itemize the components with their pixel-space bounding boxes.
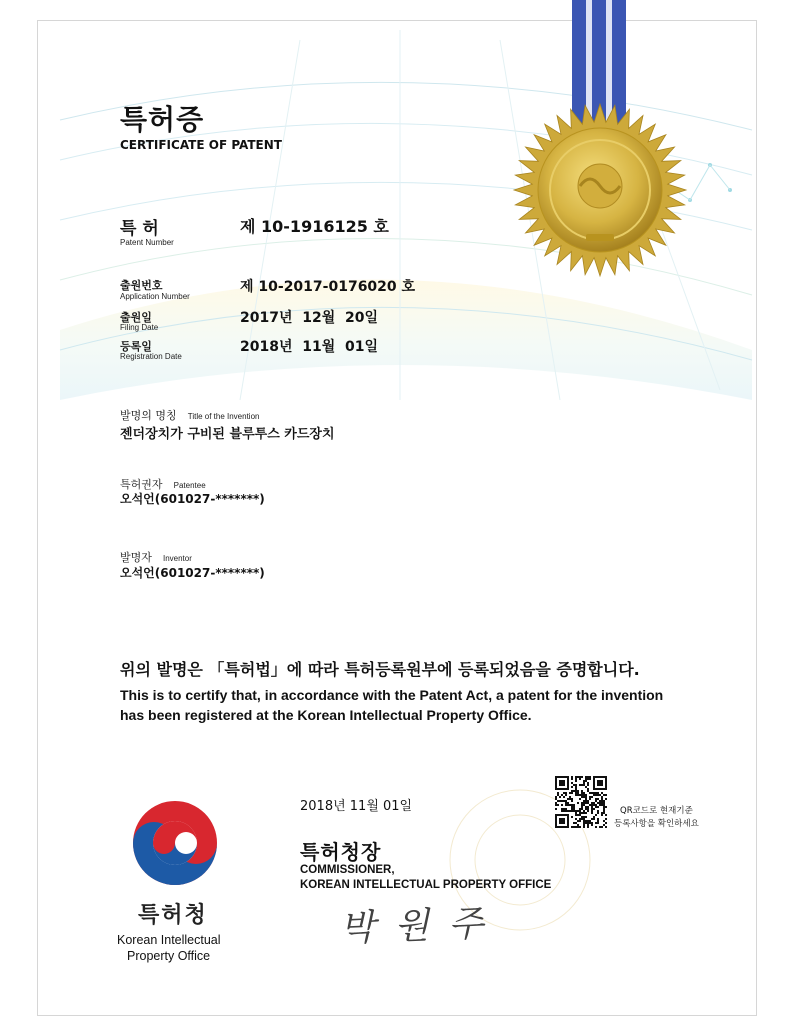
qr-code-icon[interactable] <box>555 776 607 828</box>
invention-title-label <box>120 404 259 423</box>
inventor-label-en: Inventor <box>162 554 192 563</box>
registration-date-value: 2018년 11월 01일 <box>240 339 378 355</box>
patent-number-label-en: Patent Number <box>120 238 174 247</box>
inventor-label <box>120 546 192 565</box>
inventor-label-ko: 발명자 <box>120 551 152 564</box>
application-number-label: 출원번호 <box>120 279 163 292</box>
certification-statement-en-1: This is to certify that, in accordance with the Patent Act, a patent for the invention <box>120 687 664 703</box>
office-name-en-1: Korean Intellectual <box>117 933 221 947</box>
patent-number-value: 제 10-1916125 호 <box>240 217 389 236</box>
registration-date-label: 등록일 <box>120 340 152 353</box>
certificate-title-en: CERTIFICATE OF PATENT <box>120 138 282 152</box>
qr-note-line1: QR코드로 현재기준 <box>620 806 693 816</box>
commissioner-title-ko: 특허청장 <box>300 840 382 864</box>
gold-seal-icon <box>510 100 690 280</box>
invention-title-value: 젠더장치가 구비된 블루투스 카드장치 <box>120 427 335 442</box>
taegeuk-emblem-icon <box>130 798 220 888</box>
invention-title-label-en: Title of the Invention <box>187 412 260 421</box>
qr-note-line2: 등록사항을 확인하세요 <box>614 819 699 829</box>
patent-number-label: 특 허 <box>120 219 159 239</box>
commissioner-signature: 박 원 주 <box>339 903 488 950</box>
commissioner-title-en-1: COMMISSIONER, <box>300 864 395 876</box>
application-number-label-en: Application Number <box>120 292 190 301</box>
certification-statement-ko: 위의 발명은 「특허법」에 따라 특허등록원부에 등록되었음을 증명합니다. <box>120 660 640 679</box>
patentee-label-ko: 특허권자 <box>120 478 163 491</box>
office-name-en-2: Property Office <box>127 949 211 963</box>
certification-statement-en-2: has been registered at the Korean Intellectual Property Office. <box>120 707 532 723</box>
patentee-value: 오석언(601027-*******) <box>120 492 265 506</box>
office-name-ko: 특허청 <box>138 903 208 928</box>
registration-date-label-en: Registration Date <box>120 352 182 361</box>
patentee-label-en: Patentee <box>173 481 206 490</box>
issue-date: 2018년 11월 01일 <box>300 799 413 814</box>
invention-title-label-ko: 발명의 명칭 <box>120 409 177 422</box>
filing-date-value: 2017년 12월 20일 <box>240 310 378 326</box>
application-number-value: 제 10-2017-0176020 호 <box>240 279 416 295</box>
inventor-value: 오석언(601027-*******) <box>120 566 265 580</box>
filing-date-label: 출원일 <box>120 311 152 324</box>
commissioner-title-en-2: KOREAN INTELLECTUAL PROPERTY OFFICE <box>300 879 552 891</box>
certificate-title-ko: 특허증 <box>120 103 205 136</box>
filing-date-label-en: Filing Date <box>120 323 159 332</box>
